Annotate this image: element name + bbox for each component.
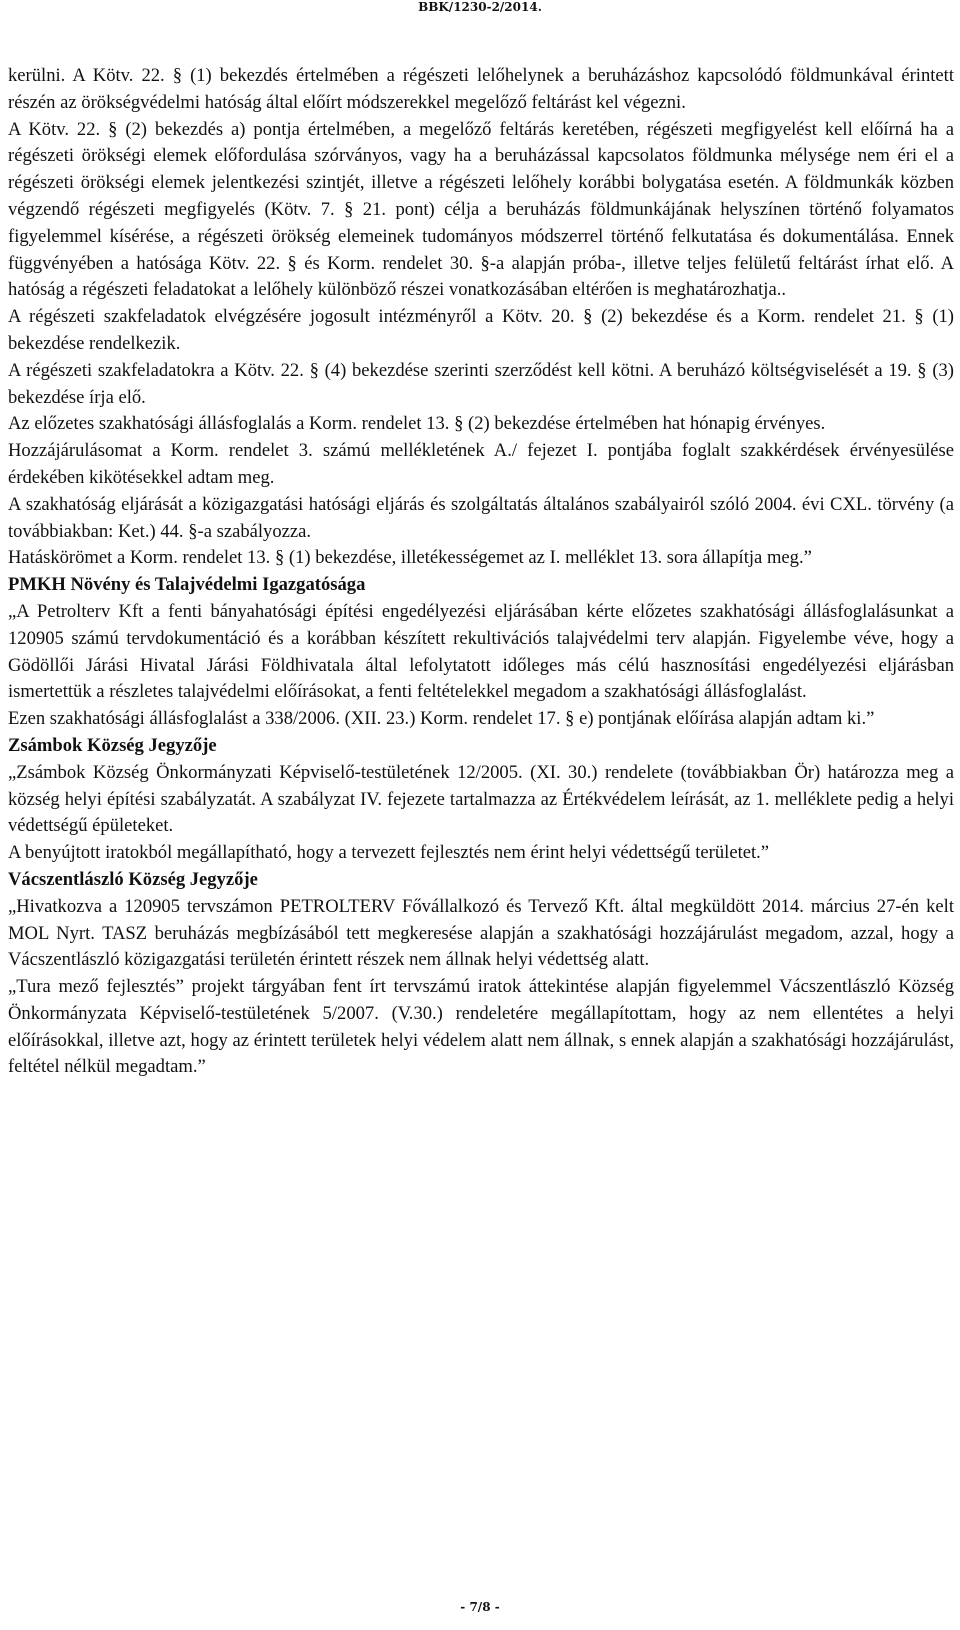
body-paragraph: A régészeti szakfeladatok elvégzésére jogosult intézményről a Kötv. 20. § (2) bekezdése és a Korm. rendelet 21. § (1) bekezdése rendelkezik. — [8, 306, 954, 354]
section-paragraph: A benyújtott iratokból megállapítható, hogy a tervezett fejlesztés nem érint helyi védettségű területet.” — [8, 842, 770, 864]
section-paragraph: „Zsámbok Község Önkormányzati Képviselő-testületének 12/2005. (XI. 30.) rendelete (továbbiakban Ör) határozza meg a község helyi építési szabályzatát. A szabályzat IV. fejezete tartalmazza az Értékvédelem leírását, az 1. melléklete pedig a helyi védettségű épületeket. — [8, 761, 954, 837]
body-paragraph: A Kötv. 22. § (2) bekezdés a) pontja értelmében, a megelőző feltárás keretében, régészeti megfigyelést kell előírná ha a régészeti örökségi elemek előfordulása szórványos, vagy ha a beruházással kapcsolatos földmunka mélysége nem éri el a régészeti örökségi elemek jelentkezési szintjét, illetve a régészeti lelőhely korábbi bolygatása esetén. A földmunkák közben végzendő régészeti megfigyelés (Kötv. 7. § 21. pont) célja a beruházás földmunkájának helyszínen történő folyamatos figyelemmel kísérése, a régészeti örökség elemeinek tudományos módszerrel történő felkutatása és dokumentálása. Ennek függvényében a hatósága Kötv. 22. § és Korm. rendelet 30. §-a alapján próba-, illetve teljes felületű feltárást írhat elő. A hatóság a régészeti feladatokat a lelőhely különböző részei vonatkozásában eltérően is meghatározhatja.. — [8, 118, 954, 301]
body-paragraph: Hatáskörömet a Korm. rendelet 13. § (1) bekezdése, illetékességemet az I. melléklet 13. sora állapítja meg.” — [8, 547, 812, 569]
document-id-header: BBK/1230-2/2014. — [418, 0, 542, 14]
body-paragraph: Hozzájárulásomat a Korm. rendelet 3. számú mellékletének A./ fejezet I. pontjába foglalt szakkérdések érvényesülése érdekében kikötésekkel adtam meg. — [8, 440, 954, 488]
section-paragraph: Ezen szakhatósági állásfoglalást a 338/2006. (XII. 23.) Korm. rendelet 17. § e) pontjának előírása alapján adtam ki.” — [8, 708, 875, 730]
section-paragraph: „Hivatkozva a 120905 tervszámon PETROLTERV Fővállalkozó és Tervező Kft. által megküldött 2014. március 27-én kelt MOL Nyrt. TASZ beruházás megbízásából tett megkeresése alapján a szakhatósági hozzájárulást megadom, azzal, hogy a Vácszentlászló közigazgatási területén érintett részek nem állnak helyi védettség alatt. — [8, 895, 954, 971]
body-paragraph: A szakhatóság eljárását a közigazgatási hatósági eljárás és szolgáltatás általános szabályairól szóló 2004. évi CXL. törvény (a továbbiakban: Ket.) 44. §-a szabályozza. — [8, 493, 954, 542]
body-paragraph: A régészeti szakfeladatokra a Kötv. 22. § (4) bekezdése szerinti szerződést kell kötni. A beruházó költségviselését a 19. § (3) bekezdése írja elő. — [8, 359, 954, 408]
page-number-footer: - 7/8 - — [460, 1600, 500, 1614]
section-paragraph: „A Petrolterv Kft a fenti bányahatósági építési engedélyezési eljárásában kérte előzetes szakhatósági állásfoglalásunkat a 120905 számú tervdokumentáció és a korábban készített rekultivációs talajvédelmi terv alapján. Figyelembe véve, hogy a Gödöllői Járási Hivatal Járási Földhivatala által lefolytatott időleges más célú hasznosítási engedélyezési eljárásban ismertettük a részletes talajvédelmi előírásokat, a fenti feltételekkel megadom a szakhatósági állásfoglalást. — [8, 600, 954, 703]
section-paragraph: „Tura mező fejlesztés” projekt tárgyában fent írt tervszámú iratok áttekintése alapján figyelemmel Vácszentlászló Község Önkormányzata Képviselő-testületének 5/2007. (V.30.) rendeletére megállapítottam, hogy az nem ellentétes a helyi előírásokkal, illetve azt, hogy az érintett területek helyi védelem alatt nem állnak, s ennek alapján a szakhatósági hozzájárulást, feltétel nélkül megadtam.” — [8, 976, 954, 1078]
body-paragraph: Az előzetes szakhatósági állásfoglalás a Korm. rendelet 13. § (2) bekezdése értelmében hat hónapig érvényes. — [8, 413, 826, 435]
section-heading-vacszentlaszlo: Vácszentlászló Község Jegyzője — [8, 868, 258, 890]
body-paragraph: kerülni. A Kötv. 22. § (1) bekezdés értelmében a régészeti lelőhelynek a beruházáshoz kapcsolódó földmunkával érintett részén az örökségvédelmi hatóság által előírt módszerekkel megelőző feltárást kel végezni. — [8, 65, 954, 113]
section-heading-pmkh: PMKH Növény és Talajvédelmi Igazgatósága — [8, 574, 366, 596]
section-heading-zsambok: Zsámbok Község Jegyzője — [8, 734, 217, 756]
document-body — [8, 63, 954, 1081]
